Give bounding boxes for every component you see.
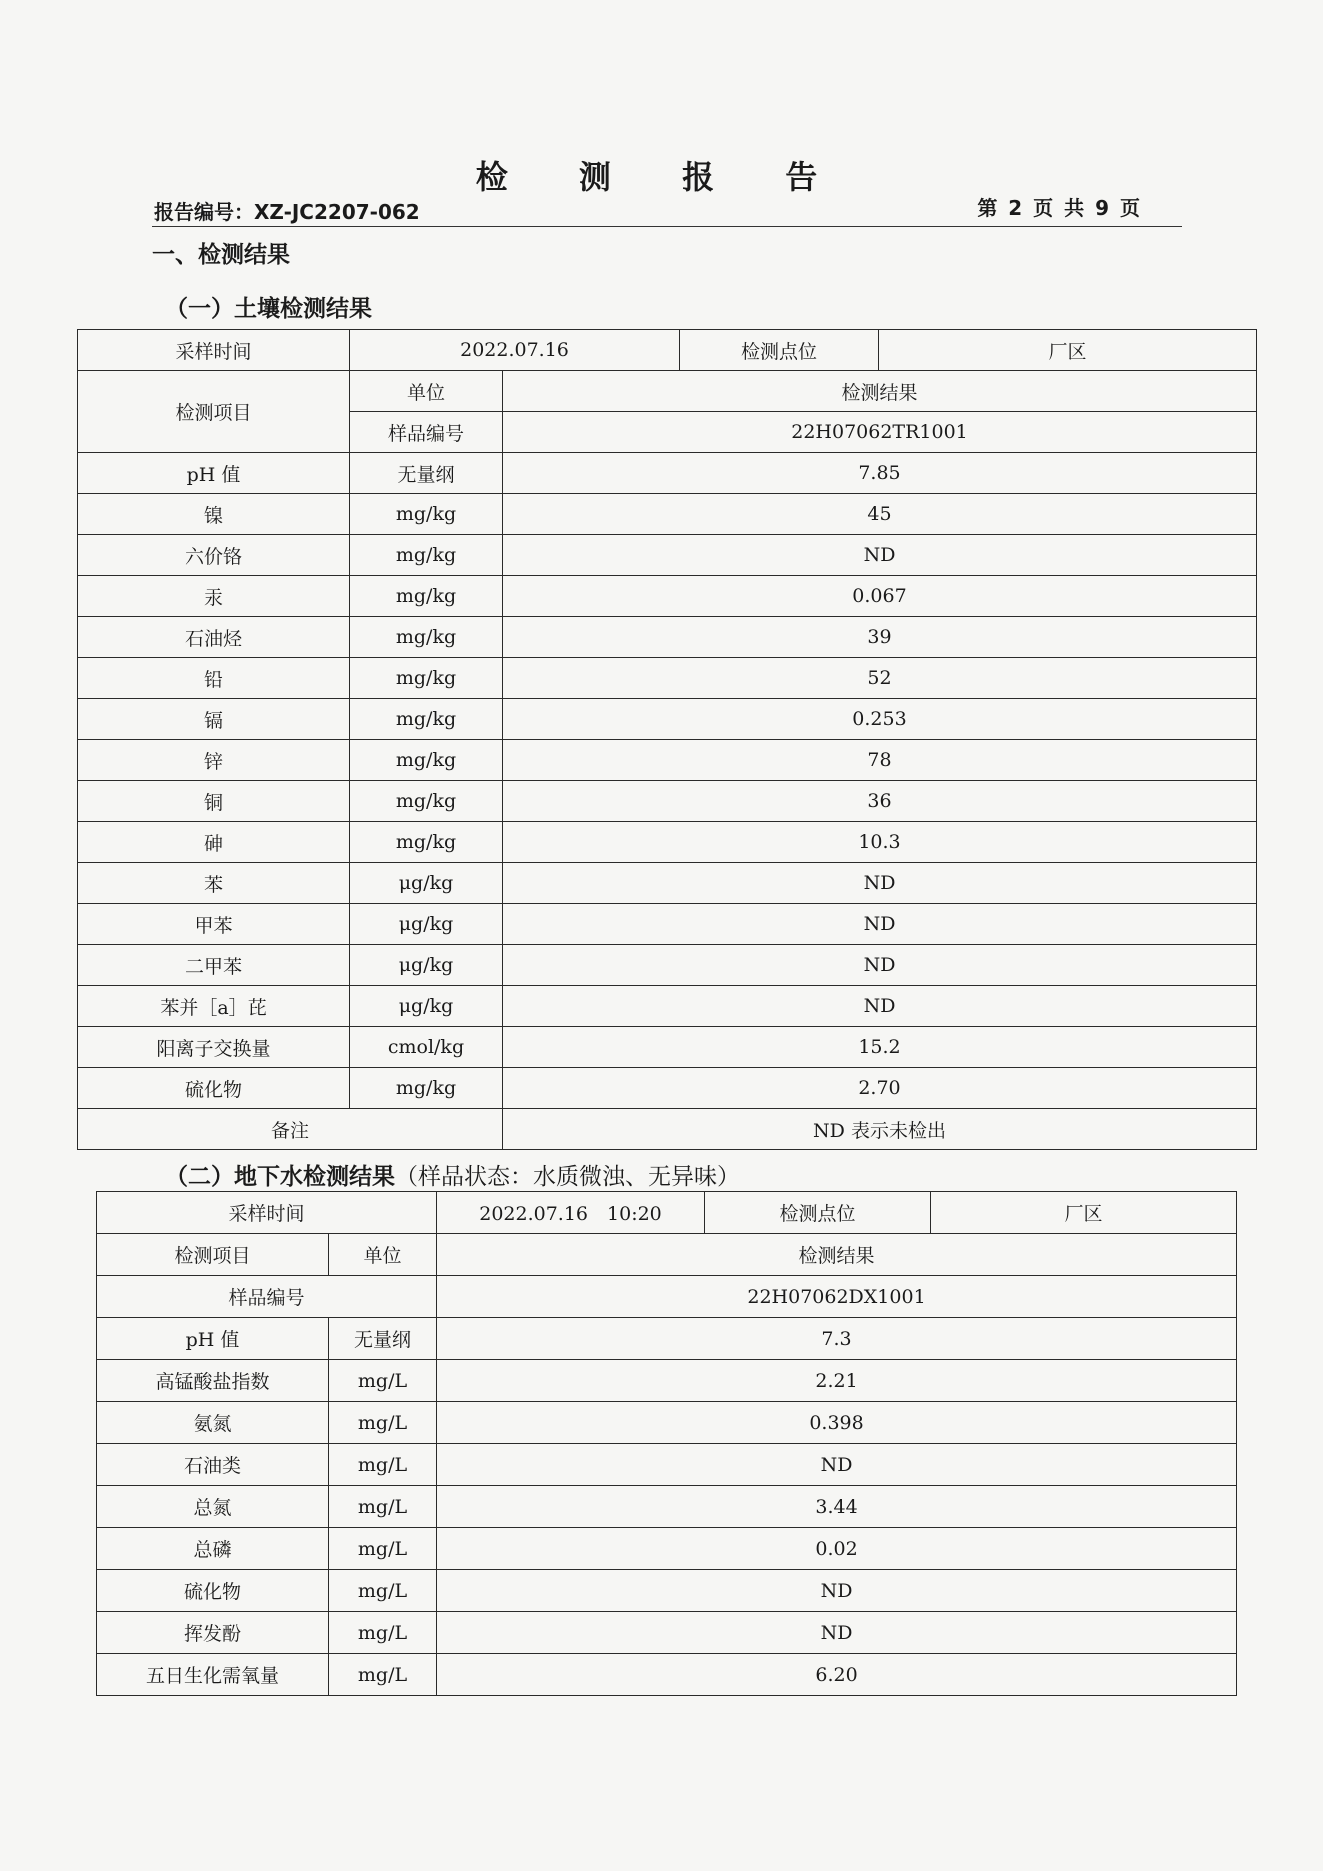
item-name: 镉 bbox=[78, 699, 350, 740]
item-unit: mg/kg bbox=[350, 617, 503, 658]
note-value: ND 表示未检出 bbox=[503, 1109, 1257, 1150]
item-value: ND bbox=[503, 986, 1257, 1027]
item-value: ND bbox=[503, 535, 1257, 576]
table-row bbox=[78, 658, 1257, 699]
point-label: 检测点位 bbox=[680, 330, 879, 371]
table-row bbox=[78, 863, 1257, 904]
item-unit: mg/kg bbox=[350, 822, 503, 863]
groundwater-results-table bbox=[96, 1191, 1237, 1696]
item-name: 苯 bbox=[78, 863, 350, 904]
item-unit: μg/kg bbox=[350, 945, 503, 986]
table-row bbox=[78, 740, 1257, 781]
item-value: 2.21 bbox=[437, 1360, 1237, 1402]
item-unit: mg/L bbox=[329, 1486, 437, 1528]
item-value: 52 bbox=[503, 658, 1257, 699]
item-label: 检测项目 bbox=[78, 371, 350, 453]
item-value: ND bbox=[503, 863, 1257, 904]
sampling-time-label: 采样时间 bbox=[78, 330, 350, 371]
table-row bbox=[78, 986, 1257, 1027]
table-row bbox=[97, 1528, 1237, 1570]
water-sample-row bbox=[97, 1276, 1237, 1318]
item-name: 六价铬 bbox=[78, 535, 350, 576]
item-name: 镍 bbox=[78, 494, 350, 535]
item-name: 铅 bbox=[78, 658, 350, 699]
item-unit: mg/L bbox=[329, 1360, 437, 1402]
item-name: 氨氮 bbox=[97, 1402, 329, 1444]
table-row bbox=[97, 1612, 1237, 1654]
item-value: 78 bbox=[503, 740, 1257, 781]
item-value: ND bbox=[503, 904, 1257, 945]
groundwater-heading-note: （样品状态：水质微浊、无异味） bbox=[395, 1164, 740, 1190]
report-number: 报告编号：XZ-JC2207-062 bbox=[154, 200, 420, 224]
item-unit: mg/kg bbox=[350, 699, 503, 740]
item-value: 0.398 bbox=[437, 1402, 1237, 1444]
table-row bbox=[78, 781, 1257, 822]
table-row bbox=[97, 1486, 1237, 1528]
item-value: ND bbox=[503, 945, 1257, 986]
table-row bbox=[78, 453, 1257, 494]
table-row bbox=[97, 1654, 1237, 1696]
sampling-time-value: 2022.07.16 bbox=[350, 330, 680, 371]
item-value: 15.2 bbox=[503, 1027, 1257, 1068]
item-unit: mg/kg bbox=[350, 576, 503, 617]
unit-label: 单位 bbox=[329, 1234, 437, 1276]
item-unit: mg/kg bbox=[350, 535, 503, 576]
item-unit: mg/L bbox=[329, 1528, 437, 1570]
table-row bbox=[78, 822, 1257, 863]
item-unit: 无量纲 bbox=[350, 453, 503, 494]
item-unit: mg/kg bbox=[350, 1068, 503, 1109]
item-value: 0.02 bbox=[437, 1528, 1237, 1570]
table-row bbox=[97, 1444, 1237, 1486]
item-name: 石油类 bbox=[97, 1444, 329, 1486]
item-label: 检测项目 bbox=[97, 1234, 329, 1276]
unit-label: 单位 bbox=[350, 371, 503, 412]
item-value: 36 bbox=[503, 781, 1257, 822]
item-name: 汞 bbox=[78, 576, 350, 617]
point-value: 厂区 bbox=[879, 330, 1257, 371]
table-row bbox=[97, 1402, 1237, 1444]
table-row bbox=[78, 699, 1257, 740]
item-unit: mg/kg bbox=[350, 740, 503, 781]
sample-no-label: 样品编号 bbox=[350, 412, 503, 453]
item-value: ND bbox=[437, 1444, 1237, 1486]
item-unit: mg/kg bbox=[350, 781, 503, 822]
table-row bbox=[97, 1570, 1237, 1612]
item-unit: μg/kg bbox=[350, 986, 503, 1027]
item-name: 苯并［a］芘 bbox=[78, 986, 350, 1027]
table-row bbox=[78, 945, 1257, 986]
soil-header-row bbox=[78, 330, 1257, 371]
item-value: ND bbox=[437, 1612, 1237, 1654]
table-row bbox=[78, 904, 1257, 945]
item-value: 10.3 bbox=[503, 822, 1257, 863]
water-column-header-row bbox=[97, 1234, 1237, 1276]
item-value: 39 bbox=[503, 617, 1257, 658]
item-value: 0.067 bbox=[503, 576, 1257, 617]
item-name: 锌 bbox=[78, 740, 350, 781]
item-unit: mg/L bbox=[329, 1570, 437, 1612]
item-unit: μg/kg bbox=[350, 863, 503, 904]
table-row bbox=[78, 576, 1257, 617]
item-value: 6.20 bbox=[437, 1654, 1237, 1696]
item-name: 砷 bbox=[78, 822, 350, 863]
item-name: 铜 bbox=[78, 781, 350, 822]
item-unit: mg/kg bbox=[350, 494, 503, 535]
soil-column-header-row bbox=[78, 371, 1257, 412]
point-label: 检测点位 bbox=[705, 1192, 931, 1234]
sample-no-label: 样品编号 bbox=[97, 1276, 437, 1318]
page-number: 第 2 页 共 9 页 bbox=[977, 196, 1142, 220]
item-name: 石油烃 bbox=[78, 617, 350, 658]
item-value: 7.85 bbox=[503, 453, 1257, 494]
table-row bbox=[78, 1068, 1257, 1109]
table-row bbox=[78, 494, 1257, 535]
item-value: 7.3 bbox=[437, 1318, 1237, 1360]
groundwater-heading-title: （二）地下水检测结果 bbox=[165, 1164, 395, 1190]
item-name: pH 值 bbox=[78, 453, 350, 494]
item-name: 总磷 bbox=[97, 1528, 329, 1570]
section-title: 一、检测结果 bbox=[152, 242, 290, 268]
result-label: 检测结果 bbox=[437, 1234, 1237, 1276]
item-name: 甲苯 bbox=[78, 904, 350, 945]
item-value: 0.253 bbox=[503, 699, 1257, 740]
report-header bbox=[152, 192, 1182, 227]
sampling-time-label: 采样时间 bbox=[97, 1192, 437, 1234]
table-row bbox=[97, 1318, 1237, 1360]
item-unit: μg/kg bbox=[350, 904, 503, 945]
soil-heading: （一）土壤检测结果 bbox=[165, 296, 372, 322]
item-name: 挥发酚 bbox=[97, 1612, 329, 1654]
item-unit: mg/L bbox=[329, 1654, 437, 1696]
item-name: 总氮 bbox=[97, 1486, 329, 1528]
item-value: 45 bbox=[503, 494, 1257, 535]
item-name: 高锰酸盐指数 bbox=[97, 1360, 329, 1402]
item-value: ND bbox=[437, 1570, 1237, 1612]
sample-no-value: 22H07062DX1001 bbox=[437, 1276, 1237, 1318]
point-value: 厂区 bbox=[931, 1192, 1237, 1234]
table-row bbox=[78, 617, 1257, 658]
table-row bbox=[78, 1027, 1257, 1068]
item-name: 硫化物 bbox=[97, 1570, 329, 1612]
item-value: 2.70 bbox=[503, 1068, 1257, 1109]
item-unit: mg/L bbox=[329, 1402, 437, 1444]
note-label: 备注 bbox=[78, 1109, 503, 1150]
item-value: 3.44 bbox=[437, 1486, 1237, 1528]
result-label: 检测结果 bbox=[503, 371, 1257, 412]
table-row bbox=[78, 535, 1257, 576]
sample-no-value: 22H07062TR1001 bbox=[503, 412, 1257, 453]
item-name: 二甲苯 bbox=[78, 945, 350, 986]
item-unit: mg/kg bbox=[350, 658, 503, 699]
document-title: 检 测 报 告 bbox=[475, 158, 848, 196]
item-name: pH 值 bbox=[97, 1318, 329, 1360]
item-unit: mg/L bbox=[329, 1612, 437, 1654]
item-name: 阳离子交换量 bbox=[78, 1027, 350, 1068]
item-name: 五日生化需氧量 bbox=[97, 1654, 329, 1696]
table-row bbox=[97, 1360, 1237, 1402]
item-unit: 无量纲 bbox=[329, 1318, 437, 1360]
groundwater-heading bbox=[165, 1158, 740, 1191]
item-unit: cmol/kg bbox=[350, 1027, 503, 1068]
soil-results-table bbox=[77, 329, 1257, 1150]
soil-note-row bbox=[78, 1109, 1257, 1150]
item-name: 硫化物 bbox=[78, 1068, 350, 1109]
sampling-time-value: 2022.07.16 10:20 bbox=[437, 1192, 705, 1234]
water-header-row bbox=[97, 1192, 1237, 1234]
item-unit: mg/L bbox=[329, 1444, 437, 1486]
